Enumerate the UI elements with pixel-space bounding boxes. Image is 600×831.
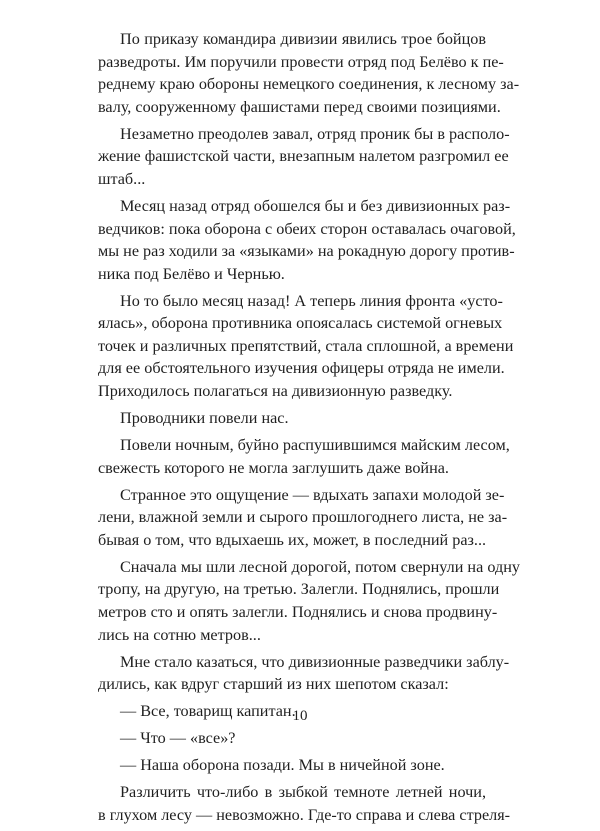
text-line: Проводники повели нас.	[120, 409, 289, 428]
text-line: разведроты. Им поручили провести отряд под Белёво к пе-	[98, 52, 504, 71]
text-line: Незаметно преодолев завал, отряд проник бы в располо-	[120, 124, 510, 143]
paragraph	[98, 727, 486, 750]
paragraph	[98, 651, 510, 696]
paragraph	[98, 781, 511, 826]
text-line: валу, сооруженному фашистами перед своими позициями.	[98, 97, 501, 116]
text-line: Сначала мы шли лесной дорогой, потом свернули на одну	[120, 557, 520, 576]
text-line: тропу, на другую, на третью. Залегли. Поднялись, прошли	[98, 580, 500, 599]
text-line: ведчиков: пока оборона с обеих сторон оставалась очаговой,	[98, 219, 516, 238]
text-line: свежесть которого не могла заглушить даже война.	[98, 458, 449, 477]
text-line: Месяц назад отряд обошелся бы и без дивизионных раз-	[120, 196, 511, 215]
text-line: лени, влажной земли и сырого прошлогоднего листа, не за-	[98, 508, 508, 527]
paragraph	[98, 556, 520, 646]
text-line: в глухом лесу — невозможно. Где-то справа и слева стреля-	[98, 805, 511, 824]
text-line: — Что — «все»?	[120, 729, 236, 748]
text-line: метров сто и опять залегли. Поднялись и снова продвину-	[98, 602, 498, 621]
text-line: ялась», оборона противника опоясалась системой огневых	[98, 314, 503, 333]
page-number: 10	[292, 708, 308, 724]
text-line: Повели ночным, буйно распушившимся майским лесом,	[120, 436, 510, 455]
text-line: для ее обстоятельного изучения офицеры отряда не имели.	[98, 359, 505, 378]
text-line: жение фашистской части, внезапным налетом разгромил ее	[98, 147, 509, 166]
text-line: точек и различных препятствий, стала сплошной, а времени	[98, 336, 514, 355]
paragraph	[98, 407, 486, 430]
text-line: — Наша оборона позади. Мы в ничейной зоне.	[120, 756, 445, 775]
text-line: реднему краю обороны немецкого соединения, к лесному за-	[98, 75, 520, 94]
paragraph	[98, 484, 508, 552]
text-line: Но то было месяц назад! А теперь линия фронта «усто-	[120, 291, 503, 310]
paragraph	[98, 28, 520, 118]
text-line: дились, как вдруг старший из них шепотом сказал:	[98, 675, 449, 694]
text-line: мы не раз ходили за «языками» на рокадную дорогу против-	[98, 242, 515, 261]
text-line: — Все, товарищ капитан.	[120, 702, 296, 721]
paragraph	[98, 195, 516, 285]
text-line: Странное это ощущение — вдыхать запахи молодой зе-	[120, 485, 505, 504]
text-line: Мне стало казаться, что дивизионные разведчики заблу-	[120, 652, 510, 671]
text-line: Различить что-либо в зыбкой темноте летней ночи,	[120, 783, 486, 802]
paragraph	[98, 290, 514, 403]
text-line: Приходилось полагаться на дивизионную разведку.	[98, 382, 453, 401]
paragraph	[98, 434, 510, 479]
paragraph	[98, 754, 486, 777]
text-line: лись на сотню метров...	[98, 625, 261, 644]
paragraph	[98, 123, 510, 191]
text-line: бывая о том, что вдыхаешь их, может, в последний раз...	[98, 530, 487, 549]
text-line: По приказу командира дивизии явились трое бойцов	[120, 30, 486, 48]
text-line: штаб...	[98, 169, 146, 188]
text-line: ника под Белёво и Чернью.	[98, 264, 285, 283]
